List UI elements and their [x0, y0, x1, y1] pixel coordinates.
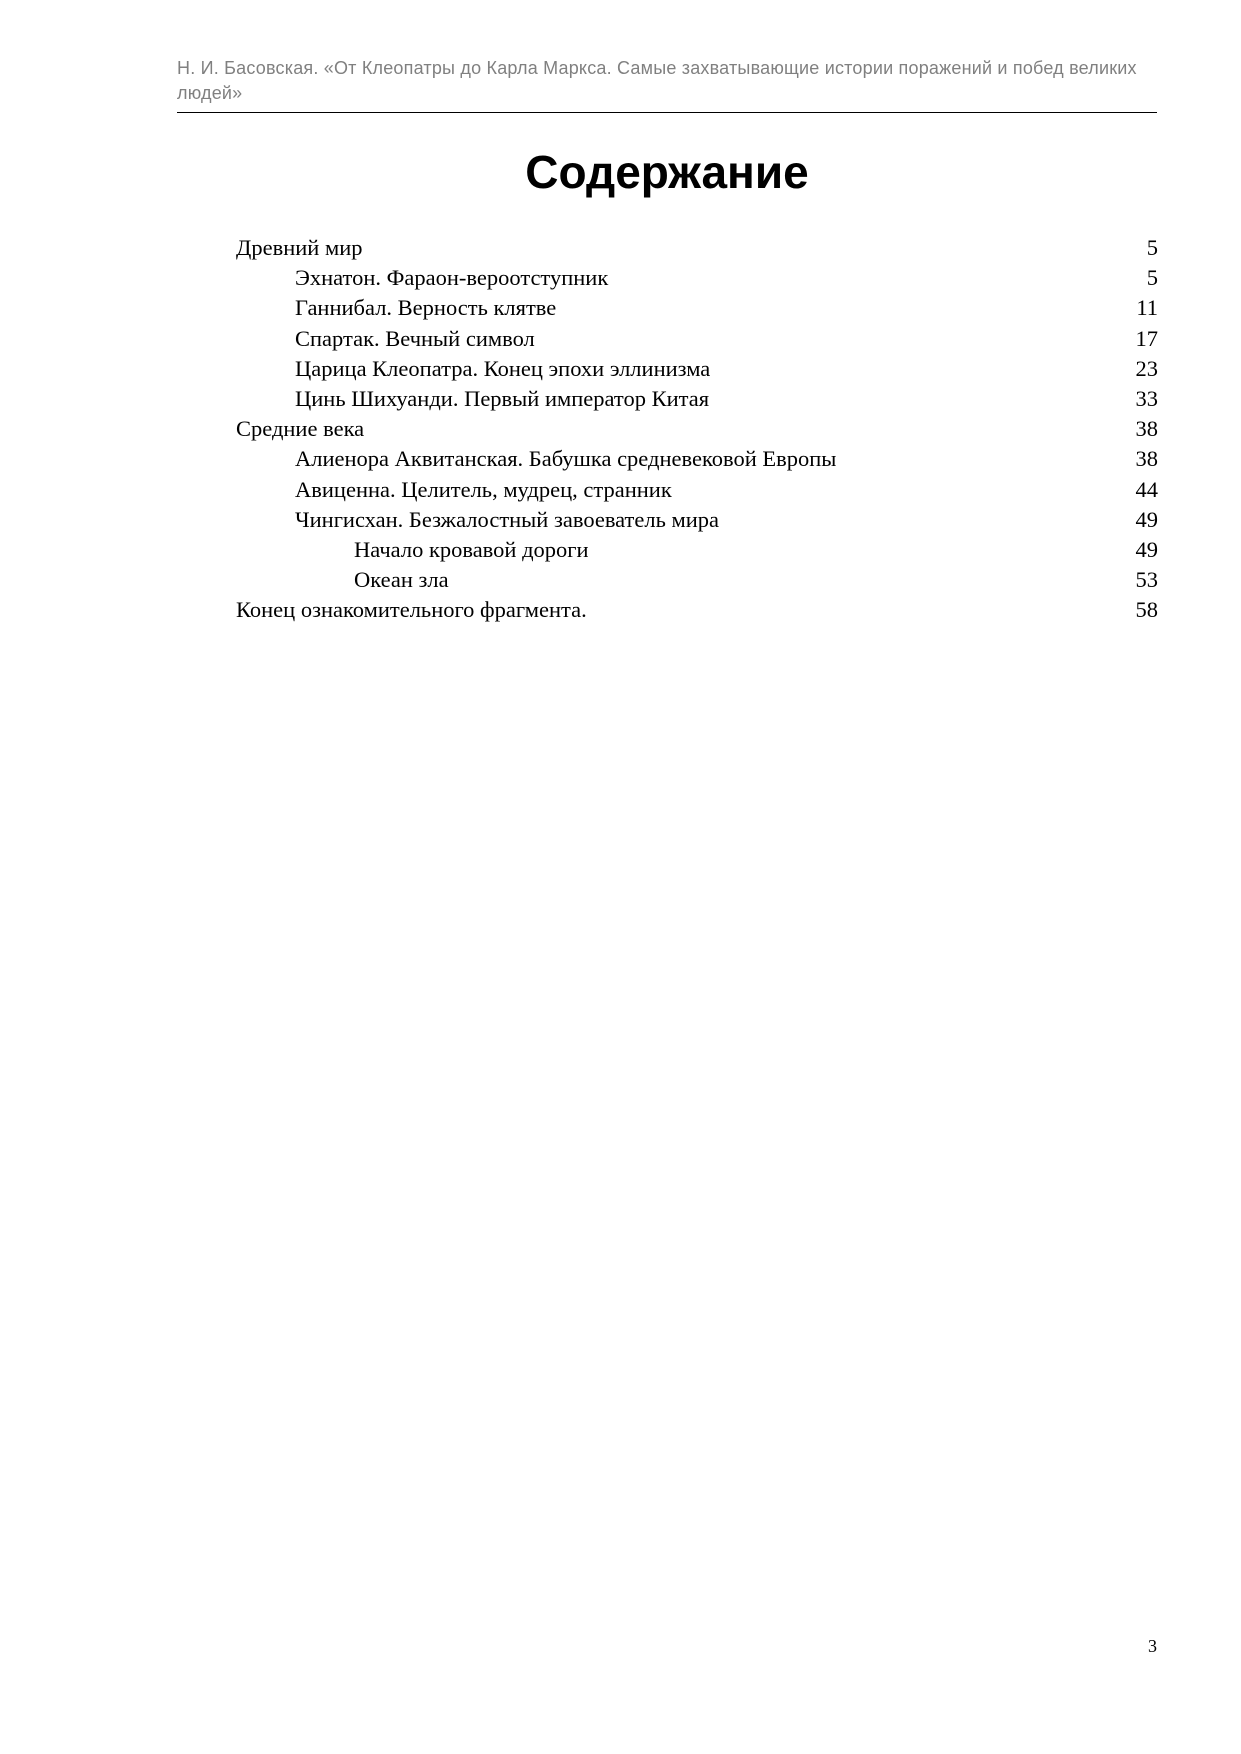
toc-entry-page: 38 [1135, 416, 1158, 442]
toc-entry-page: 58 [1135, 597, 1158, 623]
toc-entry[interactable] [236, 505, 1158, 535]
toc-entry[interactable] [236, 293, 1158, 323]
toc-entry-page: 53 [1135, 567, 1158, 593]
toc-entry[interactable] [236, 444, 1158, 474]
toc-entry-page: 49 [1135, 506, 1158, 532]
toc-entry-label: Океан зла [354, 567, 449, 593]
toc-entry-page: 5 [1146, 265, 1158, 291]
toc-entry[interactable] [236, 475, 1158, 505]
toc-entry-page: 5 [1146, 235, 1158, 260]
toc-entry-label: Начало кровавой дороги [354, 536, 589, 562]
running-header: Н. И. Басовская. «От Клеопатры до Карла Маркса. Самые захватывающие истории поражений и побед великих людей» [177, 58, 1137, 103]
toc-entry[interactable] [236, 233, 1158, 263]
toc-title: Содержание [525, 146, 809, 198]
toc-entry-label: Древний мир [236, 235, 363, 260]
toc-entry-page: 33 [1135, 385, 1158, 411]
table-of-contents [236, 233, 1158, 625]
toc-entry-page: 11 [1136, 295, 1158, 321]
toc-entry[interactable] [236, 535, 1158, 565]
toc-entry-page: 49 [1135, 536, 1158, 562]
header-divider [177, 112, 1157, 113]
toc-entry-label: Авиценна. Целитель, мудрец, странник [295, 476, 672, 502]
toc-entry-label: Спартак. Вечный символ [295, 325, 535, 351]
toc-entry-label: Эхнатон. Фараон-вероотступник [295, 265, 609, 291]
toc-entry-label: Средние века [236, 416, 365, 442]
page-number: 3 [1148, 1636, 1157, 1656]
toc-entry[interactable] [236, 324, 1158, 354]
toc-entry[interactable] [236, 263, 1158, 293]
toc-entry-label: Царица Клеопатра. Конец эпохи эллинизма [295, 355, 711, 381]
toc-entry-page: 44 [1135, 476, 1158, 502]
toc-entry-page: 23 [1135, 355, 1158, 381]
toc-entry-page: 38 [1135, 446, 1158, 472]
toc-entry-label: Цинь Шихуанди. Первый император Китая [295, 385, 710, 411]
toc-entry[interactable] [236, 595, 1158, 625]
toc-entry[interactable] [236, 384, 1158, 414]
toc-entry[interactable] [236, 414, 1158, 444]
toc-entry[interactable] [236, 354, 1158, 384]
toc-entry-label: Конец ознакомительного фрагмента. [236, 597, 587, 623]
toc-entry-label: Алиенора Аквитанская. Бабушка средневековой Европы [295, 446, 837, 472]
toc-entry-label: Ганнибал. Верность клятве [295, 295, 557, 321]
toc-entry-page: 17 [1135, 325, 1158, 351]
toc-entry-label: Чингисхан. Безжалостный завоеватель мира [295, 506, 720, 532]
toc-entry[interactable] [236, 565, 1158, 595]
